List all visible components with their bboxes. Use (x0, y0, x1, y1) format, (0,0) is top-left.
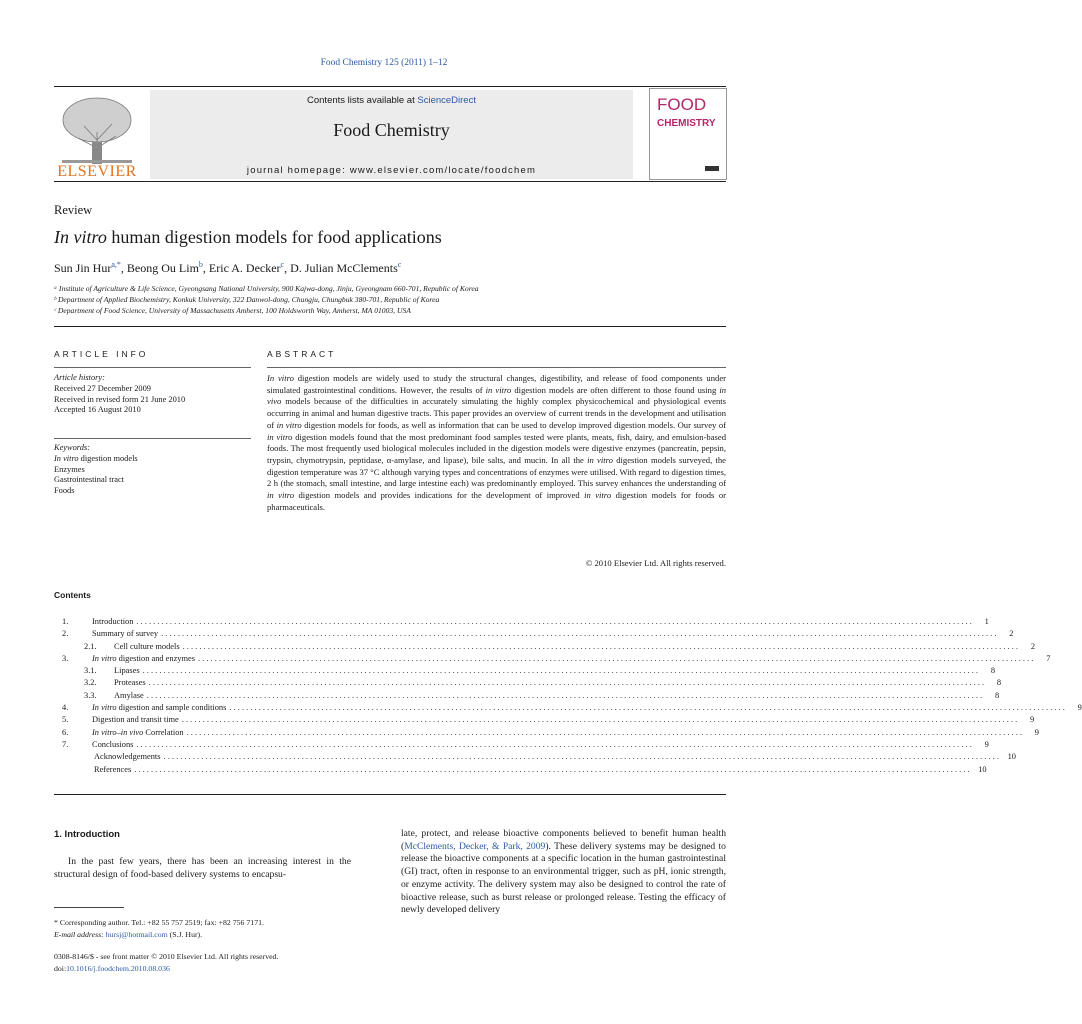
toc-leader: . . . . . . . . . . . . . . . . . . . . . . . . . . . . . . . . . . . . . . . . . . . . . . . . . . . . . . . . . . . . . . . . . . . . . . . . . . . . . . . . . . . . . . . . . . . . . . . . . . . . . . . . . . . . . . . . . . . . . . . . . . . . . . . . . . . . . . . . . . . . . . . . . . . . . . . . . . . . . . . . . . . . . . . . . . . . . . . . . . . . . . . . . . . . . . . . . . . . . . . . (161, 629, 997, 639)
article-history (54, 373, 185, 416)
toc-label: Proteases (114, 678, 146, 688)
author-list: Sun Jin Hur$^{a,*}$, Beong Ou Lim$^b$, Eric A. Decker$^c$, D. Julian McClements$^c$ (54, 260, 402, 275)
toc-page: 7 (1046, 653, 1051, 663)
toc-leader: . . . . . . . . . . . . . . . . . . . . . . . . . . . . . . . . . . . . . . . . . . . . . . . . . . . . . . . . . . . . . . . . . . . . . . . . . . . . . . . . . . . . . . . . . . . . . . . . . . . . . . . . . . . . . . . . . . . . . . . . . . . . . . . . . . . . . . . . . . . . . . . . . . . . . . . . . . . . . . . . . . . . . . . . . . . . . . . . . . . . . . . . . . . . . . . . . . . . . . . . (136, 739, 972, 749)
email-suffix: (S.J. Hur). (167, 930, 203, 939)
toc-label-rest: digestion and sample conditions (116, 703, 227, 713)
toc-leader: . . . . . . . . . . . . . . . . . . . . . . . . . . . . . . . . . . . . . . . . . . . . . . . . . . . . . . . . . . . . . . . . . . . . . . . . . . . . . . . . . . . . . . . . . . . . . . . . . . . . . . . . . . . . . . . . . . . . . . . . . . . . . . . . . . . . . . . . . . . . . . . . . . . . . . . . . . . . . . . . . . . . . . . . . . . . . . . . . . . . . . . . . . . . . . . . . . . . . . . . (134, 764, 970, 774)
toc-page: 2 (1030, 641, 1035, 651)
issn-line: 0308-8146/$ - see front matter © 2010 Elsevier Ltd. All rights reserved. (54, 952, 279, 961)
citation-link[interactable]: McClements, Decker, & Park, 2009 (404, 840, 546, 852)
toc-leader: . . . . . . . . . . . . . . . . . . . . . . . . . . . . . . . . . . . . . . . . . . . . . . . . . . . . . . . . . . . . . . . . . . . . . . . . . . . . . . . . . . . . . . . . . . . . . . . . . . . . . . . . . . . . . . . . . . . . . . . . . . . . . . . . . . . . . . . . . . . . . . . . . . . . . . . . . . . . . . . . . . . . . . . . . . . . . . . . . . . . . . . . . . . . . . . . . . . . . . . . (148, 678, 985, 688)
toc-number: 3.1. (84, 666, 97, 676)
author-affiliation-mark[interactable]: a,* (111, 260, 121, 269)
abstract-text (267, 373, 726, 513)
contents-divider (54, 794, 726, 795)
section-heading-introduction: 1. Introduction (54, 829, 120, 840)
toc-page: 10 (978, 764, 987, 774)
doi-line (54, 964, 170, 973)
toc-entry[interactable] (54, 764, 987, 776)
abstract-italic: in vitro (267, 490, 295, 501)
toc-entry[interactable] (54, 677, 1002, 689)
abstract-italic: in vitro (584, 490, 612, 501)
author-affiliation-mark[interactable]: c (397, 260, 402, 269)
toc-entry[interactable] (54, 702, 1082, 714)
toc-entry[interactable] (54, 727, 1039, 739)
abstract-run: digestion models for foods, as well as information that can be used to develop improved digestion models. Our survey of (301, 419, 726, 430)
toc-entry[interactable] (54, 714, 1035, 726)
toc-label: Acknowledgements (94, 752, 161, 762)
author-name: Sun Jin Hur (54, 261, 112, 275)
doi-prefix: doi: (54, 964, 67, 973)
toc-page: 8 (996, 678, 1002, 688)
toc-number: 5. (62, 715, 69, 725)
elsevier-wordmark: ELSEVIER (57, 163, 137, 180)
toc-number: 7. (62, 739, 69, 749)
toc-number: 4. (62, 703, 69, 713)
article-title-italic: In vitro (54, 227, 107, 247)
header-top-rule (54, 86, 726, 87)
contents-available-prefix: Contents lists available at (307, 95, 418, 106)
abstract-run: digestion models and provides indications for the development of improved (294, 490, 585, 501)
toc-label: Conclusions (92, 739, 134, 749)
toc-leader: . . . . . . . . . . . . . . . . . . . . . . . . . . . . . . . . . . . . . . . . . . . . . . . . . . . . . . . . . . . . . . . . . . . . . . . . . . . . . . . . . . . . . . . . . . . . . . . . . . . . . . . . . . . . . . . . . . . . . . . . . . . . . . . . . . . . . . . . . . . . . . . . . . . . . . . . . . . . . . . . . . . . . . . . . . . . . . . . . . . . . . . . . . . . . . . . . . . . . . . . (146, 690, 983, 700)
toc-leader: . . . . . . . . . . . . . . . . . . . . . . . . . . . . . . . . . . . . . . . . . . . . . . . . . . . . . . . . . . . . . . . . . . . . . . . . . . . . . . . . . . . . . . . . . . . . . . . . . . . . . . . . . . . . . . . . . . . . . . . . . . . . . . . . . . . . . . . . . . . . . . . . . . . . . . . . . . . . . . . . . . . . . . . . . . . . . . . . . . . . . . . . . . . . . . . . . . . . . . . . (136, 617, 972, 626)
sciencedirect-link[interactable]: ScienceDirect (417, 95, 476, 106)
cover-barcode-icon (705, 166, 719, 171)
toc-number: 2.1. (84, 641, 97, 651)
toc-page: 9 (1077, 703, 1082, 713)
contents-heading: Contents (54, 590, 91, 600)
abstract-run: digestion models for foods or pharmaceuticals. (267, 490, 727, 512)
intro-paragraph-right (401, 828, 726, 917)
author-affiliation-mark[interactable]: c (280, 260, 285, 269)
abstract-run: digestion models surveyed, the digestion temperature was 37 °C although varying types and concentrations of enzymes were utilised. With regard to digestion times, 2 h (the stomach, small intestine, and large intestine each) was predominantly employed. This survey enhances the understanding of (267, 454, 726, 489)
toc-label: Digestion and transit time (92, 715, 179, 725)
cover-title-chemistry: CHEMISTRY (657, 118, 716, 129)
email-link[interactable]: hursj@hotmail.com (105, 930, 168, 939)
toc-label: Introduction (92, 617, 134, 626)
email-label: E-mail address: (54, 930, 104, 939)
abstract-run: digestion models are often different to those found using (511, 384, 720, 395)
table-of-contents (54, 616, 1082, 776)
abstract-italic: in vitro (587, 454, 613, 465)
toc-label-rest: Correlation (143, 727, 184, 737)
toc-label-italic: In vitro–in vivo (92, 727, 144, 737)
toc-leader: . . . . . . . . . . . . . . . . . . . . . . . . . . . . . . . . . . . . . . . . . . . . . . . . . . . . . . . . . . . . . . . . . . . . . . . . . . . . . . . . . . . . . . . . . . . . . . . . . . . . . . . . . . . . . . . . . . . . . . . . . . . . . . . . . . . . . . . . . . . . . . . . . . . . . . . . . . . . . . . . . . . . . . . . . . . . . . . . . . . . . . . . . . . . . . . . . . . . . . . . (181, 715, 1018, 725)
toc-number: 6. (62, 727, 69, 737)
toc-page: 10 (1007, 752, 1016, 762)
toc-number: 3. (62, 653, 69, 663)
toc-entry[interactable] (54, 751, 1016, 763)
toc-label: References (94, 764, 132, 774)
cover-title-food: FOOD (657, 95, 707, 114)
abstract-run: digestion models are widely used to study the structural changes, digestibility, and release of food components under simulated gastrointestinal conditions. However, the results of (267, 373, 726, 395)
revised-date: Received in revised form 21 June 2010 (54, 394, 186, 404)
intro-run: ). These delivery systems may be designed to release the bioactive components at a specific location in the human gastrointestinal (GI) tract, often in response to an environmental trigger, such as pH, ionic strength, or enzyme activity. The delivery system may also be designed to control the rate of bioactive release, such as burst release or prolonged release. Testing the efficacy of newly developed delivery (401, 840, 726, 916)
abstract-heading: ABSTRACT (267, 349, 337, 359)
toc-label: Lipases (114, 666, 140, 676)
toc-entry[interactable] (54, 641, 1035, 653)
toc-page: 8 (995, 690, 1000, 700)
keywords-rule (54, 438, 251, 439)
article-title-rest: human digestion models for food applications (106, 227, 442, 247)
toc-entry[interactable] (54, 665, 995, 677)
toc-label: Cell culture models (114, 641, 180, 651)
abstract-run: models because of the difficulties in accurately simulating the highly complex physicochemical and physiological events occurring in animal and human digestive tracts. This paper provides an overview of current trends in the development and utilisation of (267, 396, 726, 430)
journal-name: Food Chemistry (333, 120, 450, 140)
toc-label-italic: In vitro (92, 703, 117, 713)
abstract-italic: in vivo (267, 384, 726, 407)
keyword: digestion models (78, 453, 138, 463)
header-bottom-rule (54, 181, 726, 182)
keyword-italic: In vitro (54, 453, 79, 463)
abstract-italic: In vitro (267, 373, 294, 383)
article-info-heading: ARTICLE INFO (54, 349, 149, 359)
received-date: Received 27 December 2009 (54, 383, 151, 393)
toc-leader: . . . . . . . . . . . . . . . . . . . . . . . . . . . . . . . . . . . . . . . . . . . . . . . . . . . . . . . . . . . . . . . . . . . . . . . . . . . . . . . . . . . . . . . . . . . . . . . . . . . . . . . . . . . . . . . . . . . . . . . . . . . . . . . . . . . . . . . . . . . . . . . . . . . . . . . . . . . . . . . . . . . . . . . . . . . . . . . . . . . . . . . . . . . . . . . . . . . . . . . . (197, 653, 1034, 663)
abstract-rule (267, 367, 726, 368)
author-affiliation-mark[interactable]: b (198, 260, 203, 269)
intro-paragraph-left: In the past few years, there has been an increasing interest in the structural design of food-based delivery systems to encapsu- (54, 856, 351, 880)
abstract-run: digestion models found that the most predominant food samples tested were plants, meats, fish, dairy, and emulsion-based foods. The most frequently used biological molecules included in the digestion models were digestive enzymes (pancreatin, pepsin, trypsin, chymotrypsin, peptidase, α-amylase, and lipase), bile salts, and mucin. In all the (267, 431, 726, 465)
affiliation-c: ᶜ Department of Food Science, University of Massachusetts Amherst, 100 Holdsworth Way, Amherst, MA 01003, USA (54, 306, 411, 315)
toc-label: Amylase (114, 690, 144, 700)
toc-entry[interactable] (54, 653, 1051, 665)
doi-link[interactable]: 10.1016/j.foodchem.2010.08.036 (66, 964, 170, 973)
keyword: Foods (54, 486, 75, 496)
toc-page: 2 (1009, 629, 1014, 639)
toc-page: 8 (990, 666, 995, 676)
corresponding-author-note: * Corresponding author. Tel.: +82 55 757 2519; fax: +82 756 7171. (54, 918, 264, 927)
toc-label: Summary of survey (92, 629, 159, 639)
toc-label-rest: digestion and enzymes (116, 653, 195, 663)
article-title (54, 227, 442, 248)
toc-page: 9 (984, 739, 989, 749)
affiliation-b: ᵇ Department of Applied Biochemistry, Konkuk University, 322 Danwol-dong, Chungju, Chungbuk 380-701, Republic of Korea (54, 295, 440, 304)
email-note (54, 930, 202, 939)
toc-leader: . . . . . . . . . . . . . . . . . . . . . . . . . . . . . . . . . . . . . . . . . . . . . . . . . . . . . . . . . . . . . . . . . . . . . . . . . . . . . . . . . . . . . . . . . . . . . . . . . . . . . . . . . . . . . . . . . . . . . . . . . . . . . . . . . . . . . . . . . . . . . . . . . . . . . . . . . . . . . . . . . . . . . . . . . . . . . . . . . . . . . . . . . . . . . . . . . . . . . . . . (186, 727, 1022, 737)
keyword: Enzymes (54, 464, 85, 474)
abstract-italic: in vitro (276, 419, 302, 430)
toc-entry[interactable] (54, 616, 989, 628)
journal-citation[interactable]: Food Chemistry 125 (2011) 1–12 (320, 58, 448, 68)
toc-page: 9 (1029, 715, 1035, 725)
toc-leader: . . . . . . . . . . . . . . . . . . . . . . . . . . . . . . . . . . . . . . . . . . . . . . . . . . . . . . . . . . . . . . . . . . . . . . . . . . . . . . . . . . . . . . . . . . . . . . . . . . . . . . . . . . . . . . . . . . . . . . . . . . . . . . . . . . . . . . . . . . . . . . . . . . . . . . . . . . . . . . . . . . . . . . . . . . . . . . . . . . . . . . . . . . . . . . . . . . . . . . . . (182, 641, 1018, 651)
toc-page: 1 (984, 617, 989, 626)
accepted-date: Accepted 16 August 2010 (54, 405, 141, 415)
toc-number: 3.2. (84, 678, 97, 688)
toc-leader: . . . . . . . . . . . . . . . . . . . . . . . . . . . . . . . . . . . . . . . . . . . . . . . . . . . . . . . . . . . . . . . . . . . . . . . . . . . . . . . . . . . . . . . . . . . . . . . . . . . . . . . . . . . . . . . . . . . . . . . . . . . . . . . . . . . . . . . . . . . . . . . . . . . . . . . . . . . . . . . . . . . . . . . . . . . . . . . . . . . . . . . . . . . . . . . . . . . . . . . . (142, 666, 978, 676)
footnote-rule (54, 907, 124, 908)
toc-label (92, 702, 226, 714)
author-name: D. Julian McClements (290, 261, 398, 275)
journal-homepage[interactable]: journal homepage: www.elsevier.com/locate/foodchem (246, 165, 537, 176)
history-label: Article history: (54, 373, 105, 382)
article-type: Review (54, 203, 93, 217)
toc-label (92, 727, 184, 739)
affiliation-a: ᵃ Institute of Agriculture & Life Science, Gyeongsang National University, 900 Kajwa-dong, Jinju, Gyeongnam 660-701, Republic of Korea (54, 284, 479, 293)
toc-entry[interactable] (54, 739, 989, 751)
toc-leader: . . . . . . . . . . . . . . . . . . . . . . . . . . . . . . . . . . . . . . . . . . . . . . . . . . . . . . . . . . . . . . . . . . . . . . . . . . . . . . . . . . . . . . . . . . . . . . . . . . . . . . . . . . . . . . . . . . . . . . . . . . . . . . . . . . . . . . . . . . . . . . . . . . . . . . . . . . . . . . . . . . . . . . . . . . . . . . . . . . . . . . . . . . . . . . . . . . . . . . . . (163, 752, 999, 762)
abstract-italic: in vitro (485, 384, 512, 395)
toc-entry[interactable] (54, 628, 1014, 640)
keyword: Gastrointestinal tract (54, 475, 125, 485)
abstract-copyright: © 2010 Elsevier Ltd. All rights reserved. (585, 558, 726, 568)
toc-number: 2. (62, 629, 69, 639)
article-info-rule (54, 367, 251, 368)
toc-number: 1. (62, 617, 69, 626)
toc-label (92, 653, 195, 665)
author-name: Eric A. Decker (208, 261, 281, 275)
abstract-italic: in vitro (267, 431, 293, 442)
intro-run: late, protect, and release bioactive components believed to benefit human health ( (401, 828, 726, 852)
toc-page: 9 (1034, 727, 1039, 737)
toc-leader: . . . . . . . . . . . . . . . . . . . . . . . . . . . . . . . . . . . . . . . . . . . . . . . . . . . . . . . . . . . . . . . . . . . . . . . . . . . . . . . . . . . . . . . . . . . . . . . . . . . . . . . . . . . . . . . . . . . . . . . . . . . . . . . . . . . . . . . . . . . . . . . . . . . . . . . . . . . . . . . . . . . . . . . . . . . . . . . . . . . . . . . . . . . . . . . . . . . . . . . . (229, 703, 1065, 713)
keywords-label: Keywords: (54, 443, 90, 452)
toc-entry[interactable] (54, 690, 1000, 702)
toc-number: 3.3. (84, 690, 97, 700)
section-divider (54, 326, 726, 327)
author-name: Beong Ou Lim (126, 261, 199, 275)
keywords (54, 443, 138, 497)
toc-label-italic: In vitro (92, 653, 117, 663)
contents-available (150, 95, 633, 106)
